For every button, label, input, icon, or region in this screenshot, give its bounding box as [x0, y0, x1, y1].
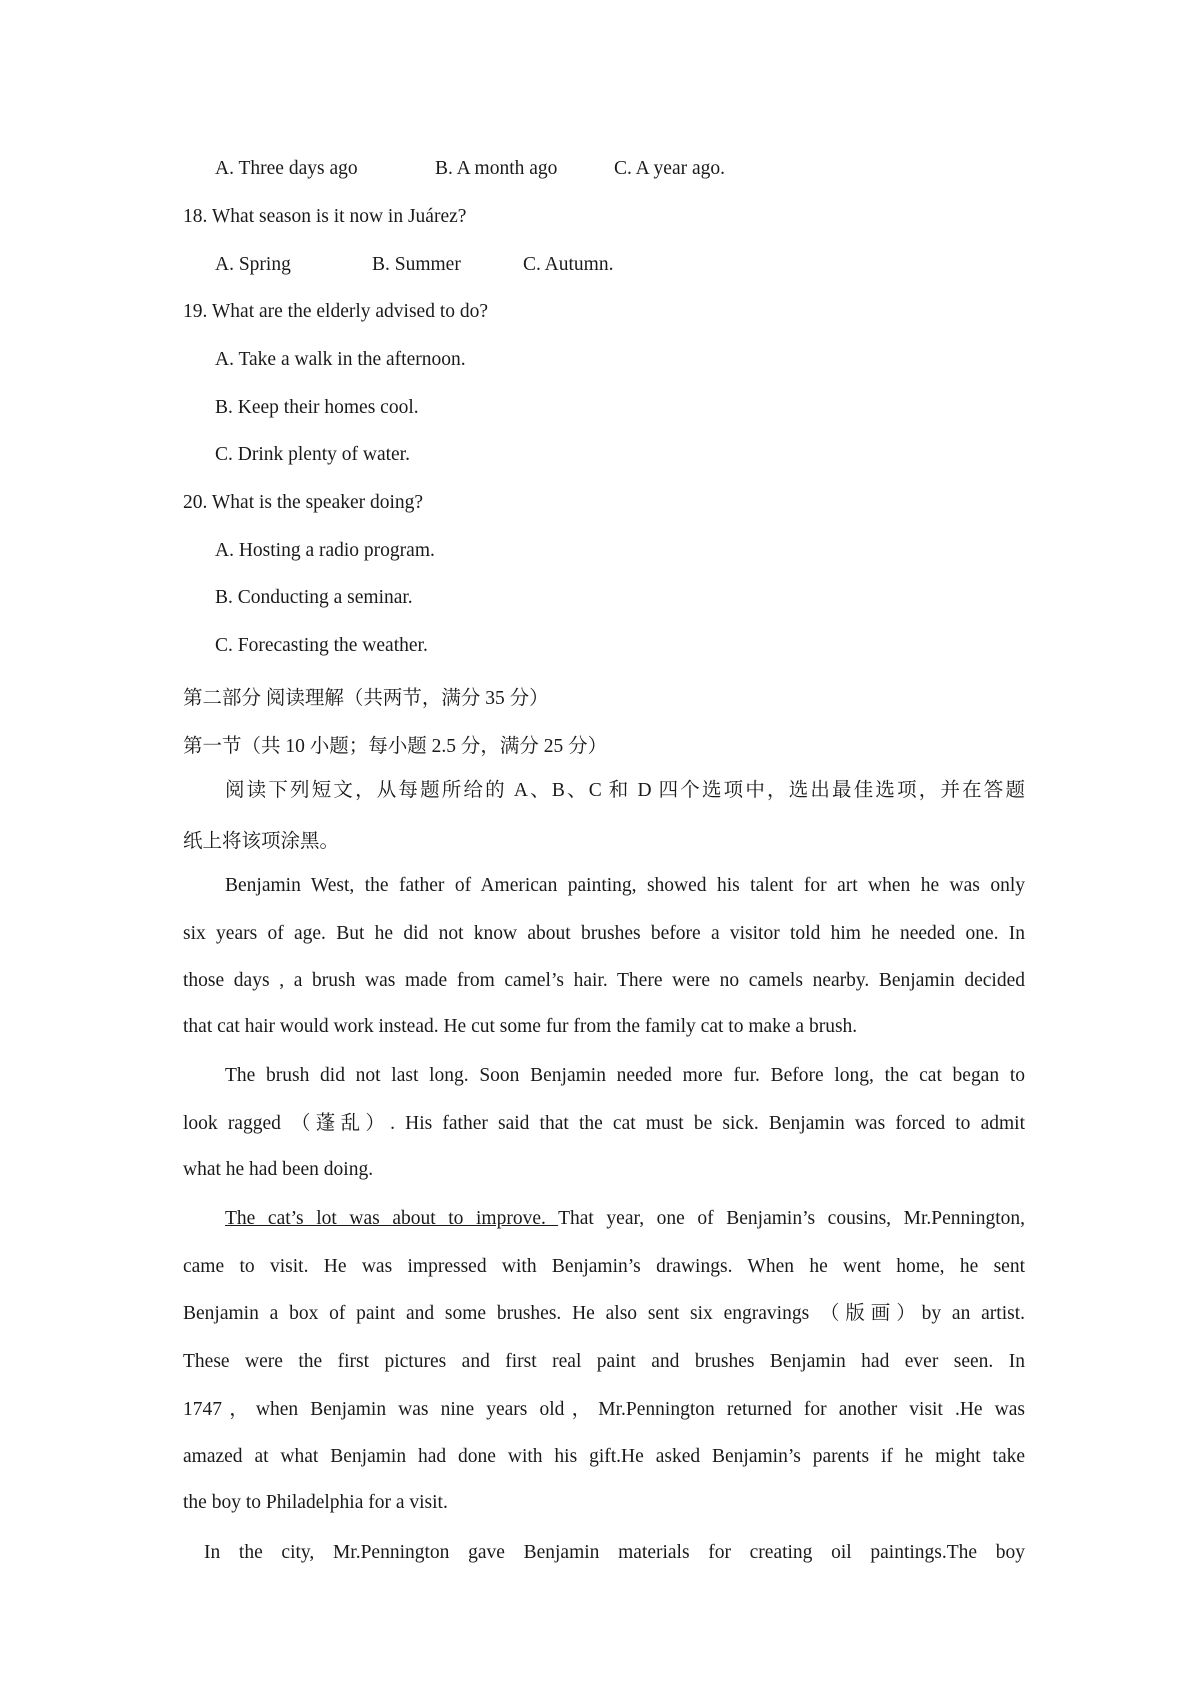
instruction-line-2: 纸上将该项涂黑。: [183, 831, 340, 852]
q20-option-a: A. Hosting a radio program.: [215, 540, 435, 561]
p2-line-1: The brush did not last long. Soon Benjamin needed more fur. Before long, the cat began to: [225, 1065, 1025, 1086]
p1-line-3: those days , a brush was made from camel’s hair. There were no camels nearby. Benjamin decided: [183, 970, 1025, 991]
q18-option-c: C. Autumn.: [523, 254, 614, 275]
q19-question: 19. What are the elderly advised to do?: [183, 301, 489, 322]
q17-option-b: B. A month ago: [435, 158, 558, 179]
p3-line-2: came to visit. He was impressed with Benjamin’s drawings. When he went home, he sent: [183, 1256, 1025, 1277]
p3-line-7: the boy to Philadelphia for a visit.: [183, 1492, 448, 1513]
p1-line-2: six years of age. But he did not know about brushes before a visitor told him he needed one. In: [183, 923, 1025, 944]
p3-line-6: amazed at what Benjamin had done with his gift.He asked Benjamin’s parents if he might take: [183, 1446, 1025, 1467]
p2-line-2: look ragged （蓬乱）. His father said that the cat must be sick. Benjamin was forced to admit: [183, 1113, 1025, 1134]
q18-option-a: A. Spring: [215, 254, 291, 275]
q19-option-b: B. Keep their homes cool.: [215, 397, 419, 418]
p4-line-1: In the city, Mr.Pennington gave Benjamin materials for creating oil paintings.The boy: [204, 1542, 1025, 1563]
instruction-line-1: 阅读下列短文，从每题所给的 A、B、C 和 D 四个选项中，选出最佳选项，并在答题: [225, 780, 1025, 801]
q20-option-c: C. Forecasting the weather.: [215, 635, 428, 656]
p3-line-5: 1747，when Benjamin was nine years old，Mr.Pennington returned for another visit .He was: [183, 1399, 1025, 1420]
section1-heading: 第一节（共 10 小题；每小题 2.5 分，满分 25 分）: [183, 736, 608, 757]
p1-line-4: that cat hair would work instead. He cut some fur from the family cat to make a brush.: [183, 1016, 858, 1037]
q17-option-a: A. Three days ago: [215, 158, 358, 179]
q18-question: 18. What season is it now in Juárez?: [183, 206, 467, 227]
p3-line-1-rest: That year, one of Benjamin’s cousins, Mr.Pennington,: [558, 1208, 1025, 1229]
part2-heading: 第二部分 阅读理解（共两节，满分 35 分）: [183, 688, 549, 709]
q17-option-c: C. A year ago.: [614, 158, 726, 179]
p3-line-3: Benjamin a box of paint and some brushes. He also sent six engravings （版画）by an artist.: [183, 1303, 1025, 1324]
q18-option-b: B. Summer: [372, 254, 461, 275]
q20-question: 20. What is the speaker doing?: [183, 492, 424, 513]
q20-option-b: B. Conducting a seminar.: [215, 587, 413, 608]
q19-option-a: A. Take a walk in the afternoon.: [215, 349, 466, 370]
p2-line-3: what he had been doing.: [183, 1159, 374, 1180]
p3-line-1: [225, 1206, 1025, 1232]
underlined-sentence: The cat’s lot was about to improve.: [225, 1208, 559, 1229]
p1-line-1: Benjamin West, the father of American painting, showed his talent for art when he was only: [225, 875, 1025, 896]
q19-option-c: C. Drink plenty of water.: [215, 444, 410, 465]
p3-line-4: These were the first pictures and first real paint and brushes Benjamin had ever seen. In: [183, 1351, 1025, 1372]
